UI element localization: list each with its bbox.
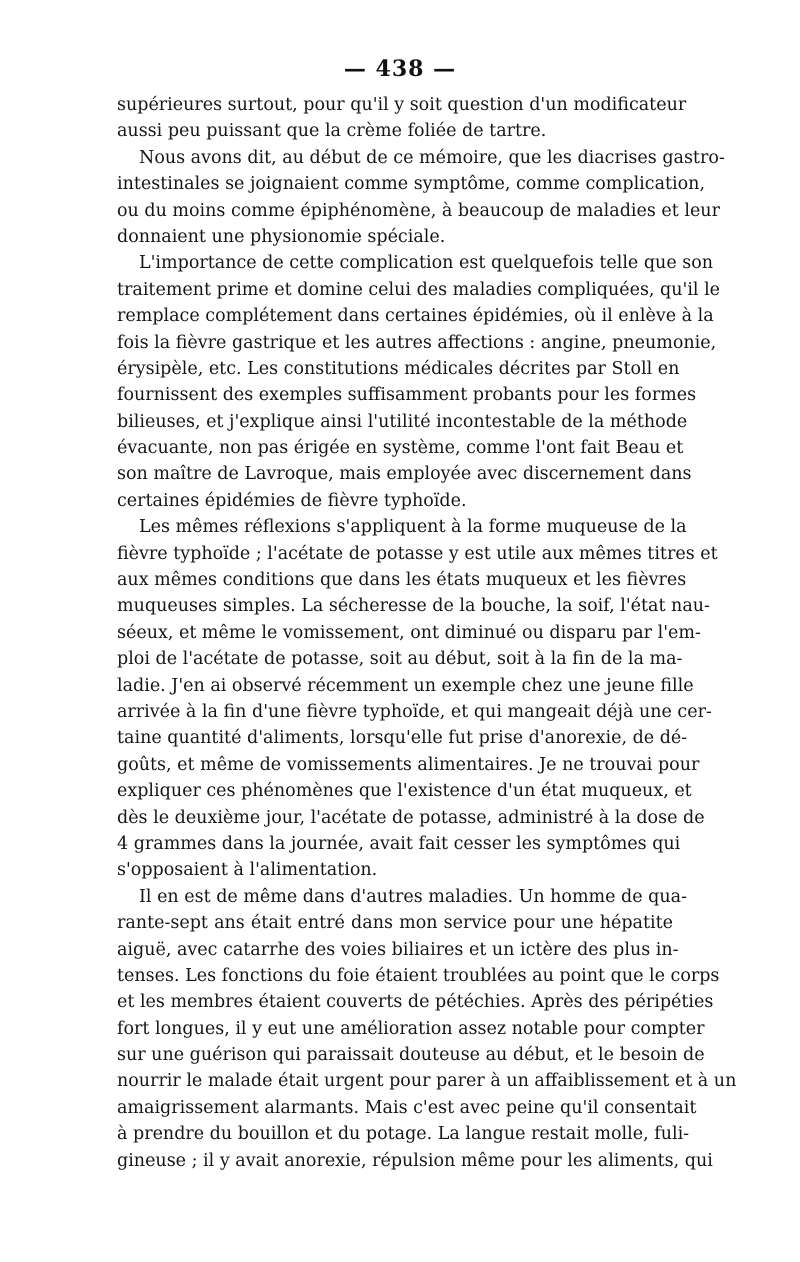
text-line: ou du moins comme épiphénomène, à beaucoup de maladies et leur xyxy=(117,200,720,221)
text-line: traitement prime et domine celui des maladies compliquées, qu'il le xyxy=(117,279,721,300)
text-line: ladie. J'en ai observé récemment un exemple chez une jeune fille xyxy=(117,675,694,696)
text-line: Il en est de même dans d'autres maladies. Un homme de qua- xyxy=(139,886,688,907)
text-line: fièvre typhoïde ; l'acétate de potasse y est utile aux mêmes titres et xyxy=(117,543,718,564)
text-line: certaines épidémies de fièvre typhoïde. xyxy=(117,490,467,511)
text-line: séeux, et même le vomissement, ont diminué ou disparu par l'em- xyxy=(117,622,701,643)
text-line: son maître de Lavroque, mais employée avec discernement dans xyxy=(117,464,692,485)
text-line: Les mêmes réflexions s'appliquent à la forme muqueuse de la xyxy=(139,517,687,538)
text-line: érysipèle, etc. Les constitutions médicales décrites par Stoll en xyxy=(117,358,680,379)
text-line: Nous avons dit, au début de ce mémoire, que les diacrises gastro- xyxy=(139,147,725,168)
text-line: nourrir le malade était urgent pour parer à un affaiblissement et à un xyxy=(117,1071,737,1092)
text-line: aiguë, avec catarrhe des voies biliaires et un ictère des plus in- xyxy=(117,939,679,960)
text-line: aussi peu puissant que la crème foliée de tartre. xyxy=(117,121,547,142)
text-line: donnaient une physionomie spéciale. xyxy=(117,226,446,247)
page-number: — 438 — xyxy=(343,56,457,82)
text-line: aux mêmes conditions que dans les états muqueux et les fièvres xyxy=(117,570,687,591)
body-text xyxy=(117,92,737,1174)
text-line: expliquer ces phénomènes que l'existence d'un état muqueux, et xyxy=(117,781,692,802)
text-line: L'importance de cette complication est quelquefois telle que son xyxy=(139,253,714,274)
text-line: intestinales se joignaient comme symptôme, comme complication, xyxy=(117,174,706,195)
text-line: tenses. Les fonctions du foie étaient troublées au point que le corps xyxy=(117,965,720,986)
paragraph xyxy=(117,514,718,883)
text-line: et les membres étaient couverts de pétéchies. Après des péripéties xyxy=(117,992,714,1013)
text-line: supérieures surtout, pour qu'il y soit question d'un modificateur xyxy=(117,95,687,115)
paragraph xyxy=(117,92,687,145)
paragraph xyxy=(117,250,721,514)
text-line: évacuante, non pas érigée en système, comme l'ont fait Beau et xyxy=(117,438,684,459)
text-line: goûts, et même de vomissements alimentaires. Je ne trouvai pour xyxy=(117,754,700,775)
text-line: muqueuses simples. La sécheresse de la bouche, la soif, l'état nau- xyxy=(117,596,710,617)
text-line: gineuse ; il y avait anorexie, répulsion même pour les aliments, qui xyxy=(117,1150,713,1171)
text-line: ploi de l'acétate de potasse, soit au début, soit à la fin de la ma- xyxy=(117,649,683,670)
text-line: rante-sept ans était entré dans mon service pour une hépatite xyxy=(117,913,673,934)
text-line: bilieuses, et j'explique ainsi l'utilité incontestable de la méthode xyxy=(117,411,688,432)
text-line: à prendre du bouillon et du potage. La langue restait molle, fuli- xyxy=(117,1124,690,1145)
text-line: fort longues, il y eut une amélioration assez notable pour compter xyxy=(117,1018,705,1039)
text-line: taine quantité d'aliments, lorsqu'elle fut prise d'anorexie, de dé- xyxy=(117,728,688,749)
text-line: sur une guérison qui paraissait douteuse au début, et le besoin de xyxy=(117,1045,705,1066)
text-line: remplace complétement dans certaines épidémies, où il enlève à la xyxy=(117,306,714,327)
text-line: 4 grammes dans la journée, avait fait cesser les symptômes qui xyxy=(117,833,681,854)
text-line: fournissent des exemples suffisamment probants pour les formes xyxy=(117,385,697,406)
text-line: s'opposaient à l'alimentation. xyxy=(117,860,378,881)
paragraph xyxy=(117,145,725,251)
text-line: fois la fièvre gastrique et les autres affections : angine, pneumonie, xyxy=(117,332,717,353)
paragraph xyxy=(117,884,737,1174)
text-line: arrivée à la fin d'une fièvre typhoïde, et qui mangeait déjà une cer- xyxy=(117,701,712,722)
text-line: dès le deuxième jour, l'acétate de potasse, administré à la dose de xyxy=(117,807,705,828)
text-line: amaigrissement alarmants. Mais c'est avec peine qu'il consentait xyxy=(117,1097,697,1118)
